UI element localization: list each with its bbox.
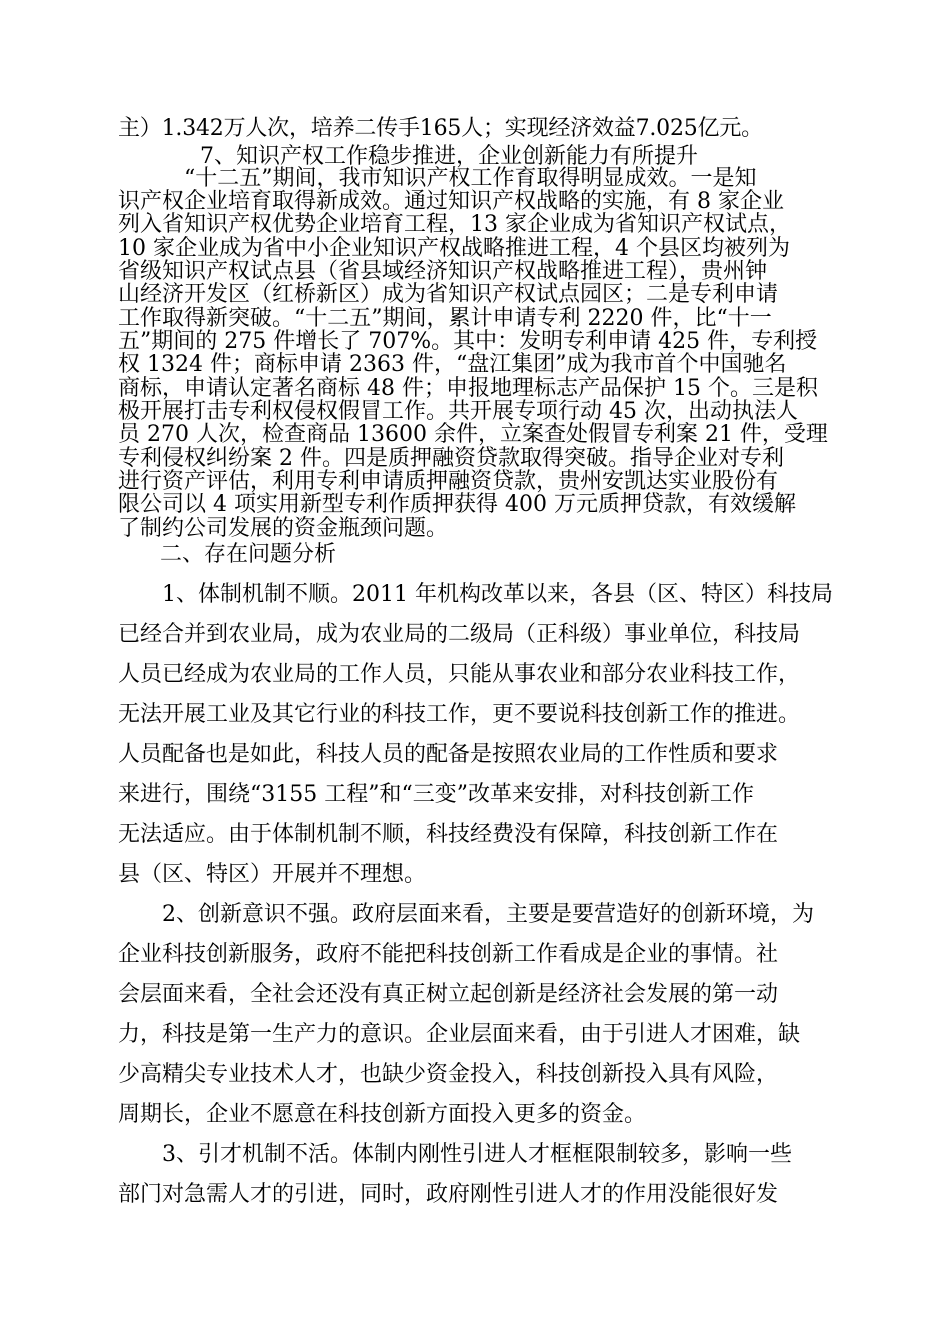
text-line: 省级知识产权试点县（省县域经济知识产权战略推进工程），贵州钟: [118, 259, 768, 284]
text-line: 人员配备也是如此，科技人员的配备是按照农业局的工作性质和要求: [118, 742, 779, 767]
text-line: 无法适应。由于体制机制不顺，科技经费没有保障，科技创新工作在: [118, 822, 779, 847]
paragraph-first-line: 1、体制机制不顺。2011 年机构改革以来，各县（区、特区）科技局: [162, 582, 833, 607]
text-line: 列入省知识产权优势企业培育工程，13 家企业成为省知识产权试点，: [118, 212, 791, 237]
text-line: 力，科技是第一生产力的意识。企业层面来看，由于引进人才困难，缺: [118, 1022, 801, 1047]
text-line: 部门对急需人才的引进，同时，政府刚性引进人才的作用没能很好发: [118, 1182, 779, 1207]
section-heading: 7、知识产权工作稳步推进，企业创新能力有所提升: [200, 144, 698, 169]
text-line: 无法开展工业及其它行业的科技工作，更不要说科技创新工作的推进。: [118, 702, 801, 727]
text-line: 专利侵权纠纷案 2 件。四是质押融资贷款取得突破。指导企业对专利: [118, 446, 784, 471]
text-line: 五”期间的 275 件增长了 707%。其中：发明专利申请 425 件，专利授: [118, 329, 818, 354]
text-line: 了制约公司发展的资金瓶颈问题。: [118, 516, 449, 541]
paragraph-first-line: “十二五”期间，我市知识产权工作育取得明显成效。一是知: [184, 166, 757, 191]
text-line: 权 1324 件；商标申请 2363 件，“盘江集团”成为我市首个中国驰名: [118, 352, 787, 377]
text-line: 周期长，企业不愿意在科技创新方面投入更多的资金。: [118, 1102, 647, 1127]
text-line: 山经济开发区（红桥新区）成为省知识产权试点园区；二是专利申请: [118, 282, 779, 307]
text-line: 来进行，围绕“3155 工程”和“三变”改革来安排，对科技创新工作: [118, 782, 754, 807]
paragraph-first-line: 2、创新意识不强。政府层面来看，主要是要营造好的创新环境，为: [162, 902, 814, 927]
text-line: 企业科技创新服务，政府不能把科技创新工作看成是企业的事情。社: [118, 942, 779, 967]
text-line: 少高精尖专业技术人才，也缺少资金投入，科技创新投入具有风险，: [118, 1062, 779, 1087]
text-line: 主）1.342万人次，培养二传手165人；实现经济效益7.025亿元。: [118, 116, 763, 141]
text-line: 进行资产评估，利用专利申请质押融资贷款，贵州安凯达实业股份有: [118, 469, 779, 494]
text-line: 限公司以 4 项实用新型专利作质押获得 400 万元质押贷款，有效缓解: [118, 492, 796, 517]
text-line: 县（区、特区）开展并不理想。: [118, 862, 427, 887]
text-line: 极开展打击专利权侵权假冒工作。共开展专项行动 45 次，出动执法人: [118, 399, 798, 424]
section-heading: 二、存在问题分析: [160, 542, 337, 567]
text-line: 商标，申请认定著名商标 48 件；申报地理标志产品保护 15 个。三是积: [118, 376, 818, 401]
text-line: 人员已经成为农业局的工作人员，只能从事农业和部分农业科技工作，: [118, 662, 801, 687]
text-line: 工作取得新突破。“十二五”期间，累计申请专利 2220 件，比“十一: [118, 306, 772, 331]
text-line: 员 270 人次，检查商品 13600 余件，立案查处假冒专利案 21 件，受理: [118, 422, 828, 447]
paragraph-first-line: 3、引才机制不活。体制内刚性引进人才框框限制较多，影响一些: [162, 1142, 792, 1167]
text-line: 会层面来看，全社会还没有真正树立起创新是经济社会发展的第一动: [118, 982, 779, 1007]
text-line: 已经合并到农业局，成为农业局的二级局（正科级）事业单位，科技局: [118, 622, 801, 647]
text-line: 10 家企业成为省中小企业知识产权战略推进工程，4 个县区均被列为: [118, 236, 790, 261]
text-line: 识产权企业培育取得新成效。通过知识产权战略的实施，有 8 家企业: [118, 189, 784, 214]
